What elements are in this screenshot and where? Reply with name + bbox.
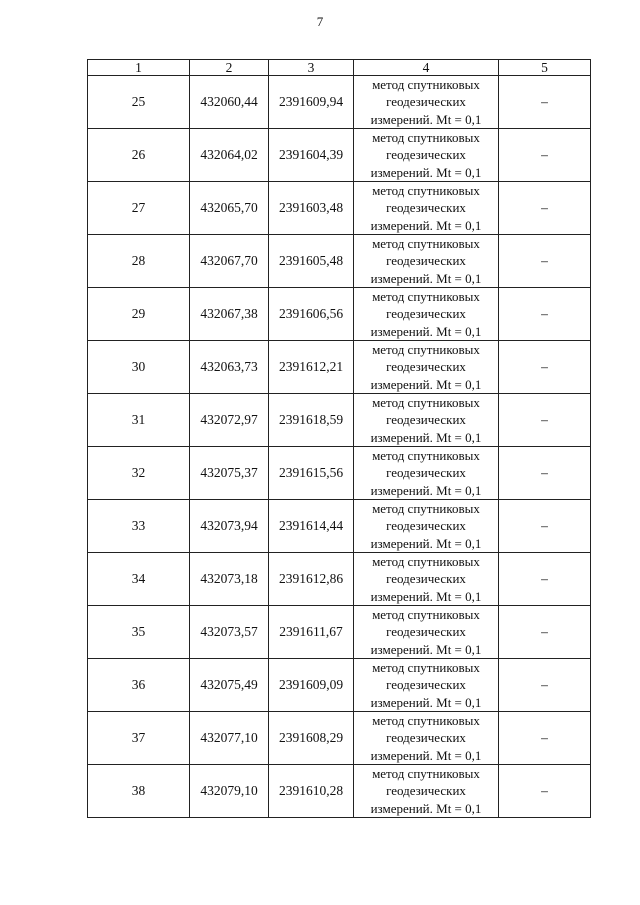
note-cell: – xyxy=(499,765,591,818)
point-number-cell: 29 xyxy=(88,288,190,341)
y-coordinate-cell: 2391603,48 xyxy=(269,182,354,235)
point-number-cell: 30 xyxy=(88,341,190,394)
note-cell: – xyxy=(499,553,591,606)
x-coordinate-cell: 432073,18 xyxy=(190,553,269,606)
y-coordinate-cell: 2391604,39 xyxy=(269,129,354,182)
table-row xyxy=(88,500,591,553)
note-cell: – xyxy=(499,76,591,129)
point-number-cell: 25 xyxy=(88,76,190,129)
note-cell: – xyxy=(499,500,591,553)
note-cell: – xyxy=(499,606,591,659)
point-number-cell: 27 xyxy=(88,182,190,235)
table-row xyxy=(88,659,591,712)
column-header: 1 xyxy=(88,60,190,76)
x-coordinate-cell: 432065,70 xyxy=(190,182,269,235)
y-coordinate-cell: 2391612,86 xyxy=(269,553,354,606)
note-cell: – xyxy=(499,182,591,235)
y-coordinate-cell: 2391610,28 xyxy=(269,765,354,818)
method-cell: метод спутниковых геодезических измерений. Mt = 0,1 xyxy=(354,765,499,818)
y-coordinate-cell: 2391608,29 xyxy=(269,712,354,765)
point-number-cell: 34 xyxy=(88,553,190,606)
point-number-cell: 26 xyxy=(88,129,190,182)
note-cell: – xyxy=(499,235,591,288)
x-coordinate-cell: 432060,44 xyxy=(190,76,269,129)
point-number-cell: 33 xyxy=(88,500,190,553)
note-cell: – xyxy=(499,712,591,765)
table-row xyxy=(88,553,591,606)
x-coordinate-cell: 432075,49 xyxy=(190,659,269,712)
column-header: 5 xyxy=(499,60,591,76)
method-cell: метод спутниковых геодезических измерений. Mt = 0,1 xyxy=(354,341,499,394)
x-coordinate-cell: 432073,57 xyxy=(190,606,269,659)
table-row xyxy=(88,182,591,235)
method-cell: метод спутниковых геодезических измерений. Mt = 0,1 xyxy=(354,394,499,447)
coordinates-table xyxy=(87,59,591,818)
x-coordinate-cell: 432079,10 xyxy=(190,765,269,818)
y-coordinate-cell: 2391606,56 xyxy=(269,288,354,341)
table-row xyxy=(88,394,591,447)
table-row xyxy=(88,341,591,394)
note-cell: – xyxy=(499,394,591,447)
point-number-cell: 37 xyxy=(88,712,190,765)
method-cell: метод спутниковых геодезических измерений. Mt = 0,1 xyxy=(354,235,499,288)
x-coordinate-cell: 432067,38 xyxy=(190,288,269,341)
page-number: 7 xyxy=(316,14,324,29)
table-row xyxy=(88,288,591,341)
note-cell: – xyxy=(499,288,591,341)
y-coordinate-cell: 2391605,48 xyxy=(269,235,354,288)
table-row xyxy=(88,129,591,182)
x-coordinate-cell: 432072,97 xyxy=(190,394,269,447)
method-cell: метод спутниковых геодезических измерений. Mt = 0,1 xyxy=(354,76,499,129)
table-row xyxy=(88,447,591,500)
x-coordinate-cell: 432064,02 xyxy=(190,129,269,182)
point-number-cell: 28 xyxy=(88,235,190,288)
point-number-cell: 32 xyxy=(88,447,190,500)
table-row xyxy=(88,606,591,659)
column-header: 4 xyxy=(354,60,499,76)
x-coordinate-cell: 432067,70 xyxy=(190,235,269,288)
y-coordinate-cell: 2391609,09 xyxy=(269,659,354,712)
method-cell: метод спутниковых геодезических измерений. Mt = 0,1 xyxy=(354,182,499,235)
y-coordinate-cell: 2391614,44 xyxy=(269,500,354,553)
note-cell: – xyxy=(499,447,591,500)
point-number-cell: 38 xyxy=(88,765,190,818)
point-number-cell: 36 xyxy=(88,659,190,712)
y-coordinate-cell: 2391612,21 xyxy=(269,341,354,394)
method-cell: метод спутниковых геодезических измерений. Mt = 0,1 xyxy=(354,129,499,182)
y-coordinate-cell: 2391611,67 xyxy=(269,606,354,659)
x-coordinate-cell: 432077,10 xyxy=(190,712,269,765)
note-cell: – xyxy=(499,129,591,182)
table-header-row xyxy=(88,60,591,76)
x-coordinate-cell: 432073,94 xyxy=(190,500,269,553)
method-cell: метод спутниковых геодезических измерений. Mt = 0,1 xyxy=(354,288,499,341)
y-coordinate-cell: 2391615,56 xyxy=(269,447,354,500)
table-row xyxy=(88,765,591,818)
column-header: 3 xyxy=(269,60,354,76)
y-coordinate-cell: 2391609,94 xyxy=(269,76,354,129)
point-number-cell: 31 xyxy=(88,394,190,447)
method-cell: метод спутниковых геодезических измерений. Mt = 0,1 xyxy=(354,659,499,712)
table-row xyxy=(88,76,591,129)
x-coordinate-cell: 432075,37 xyxy=(190,447,269,500)
note-cell: – xyxy=(499,659,591,712)
note-cell: – xyxy=(499,341,591,394)
column-header: 2 xyxy=(190,60,269,76)
table-row xyxy=(88,712,591,765)
method-cell: метод спутниковых геодезических измерений. Mt = 0,1 xyxy=(354,712,499,765)
method-cell: метод спутниковых геодезических измерений. Mt = 0,1 xyxy=(354,447,499,500)
method-cell: метод спутниковых геодезических измерений. Mt = 0,1 xyxy=(354,500,499,553)
point-number-cell: 35 xyxy=(88,606,190,659)
method-cell: метод спутниковых геодезических измерений. Mt = 0,1 xyxy=(354,606,499,659)
x-coordinate-cell: 432063,73 xyxy=(190,341,269,394)
table-row xyxy=(88,235,591,288)
method-cell: метод спутниковых геодезических измерений. Mt = 0,1 xyxy=(354,553,499,606)
y-coordinate-cell: 2391618,59 xyxy=(269,394,354,447)
